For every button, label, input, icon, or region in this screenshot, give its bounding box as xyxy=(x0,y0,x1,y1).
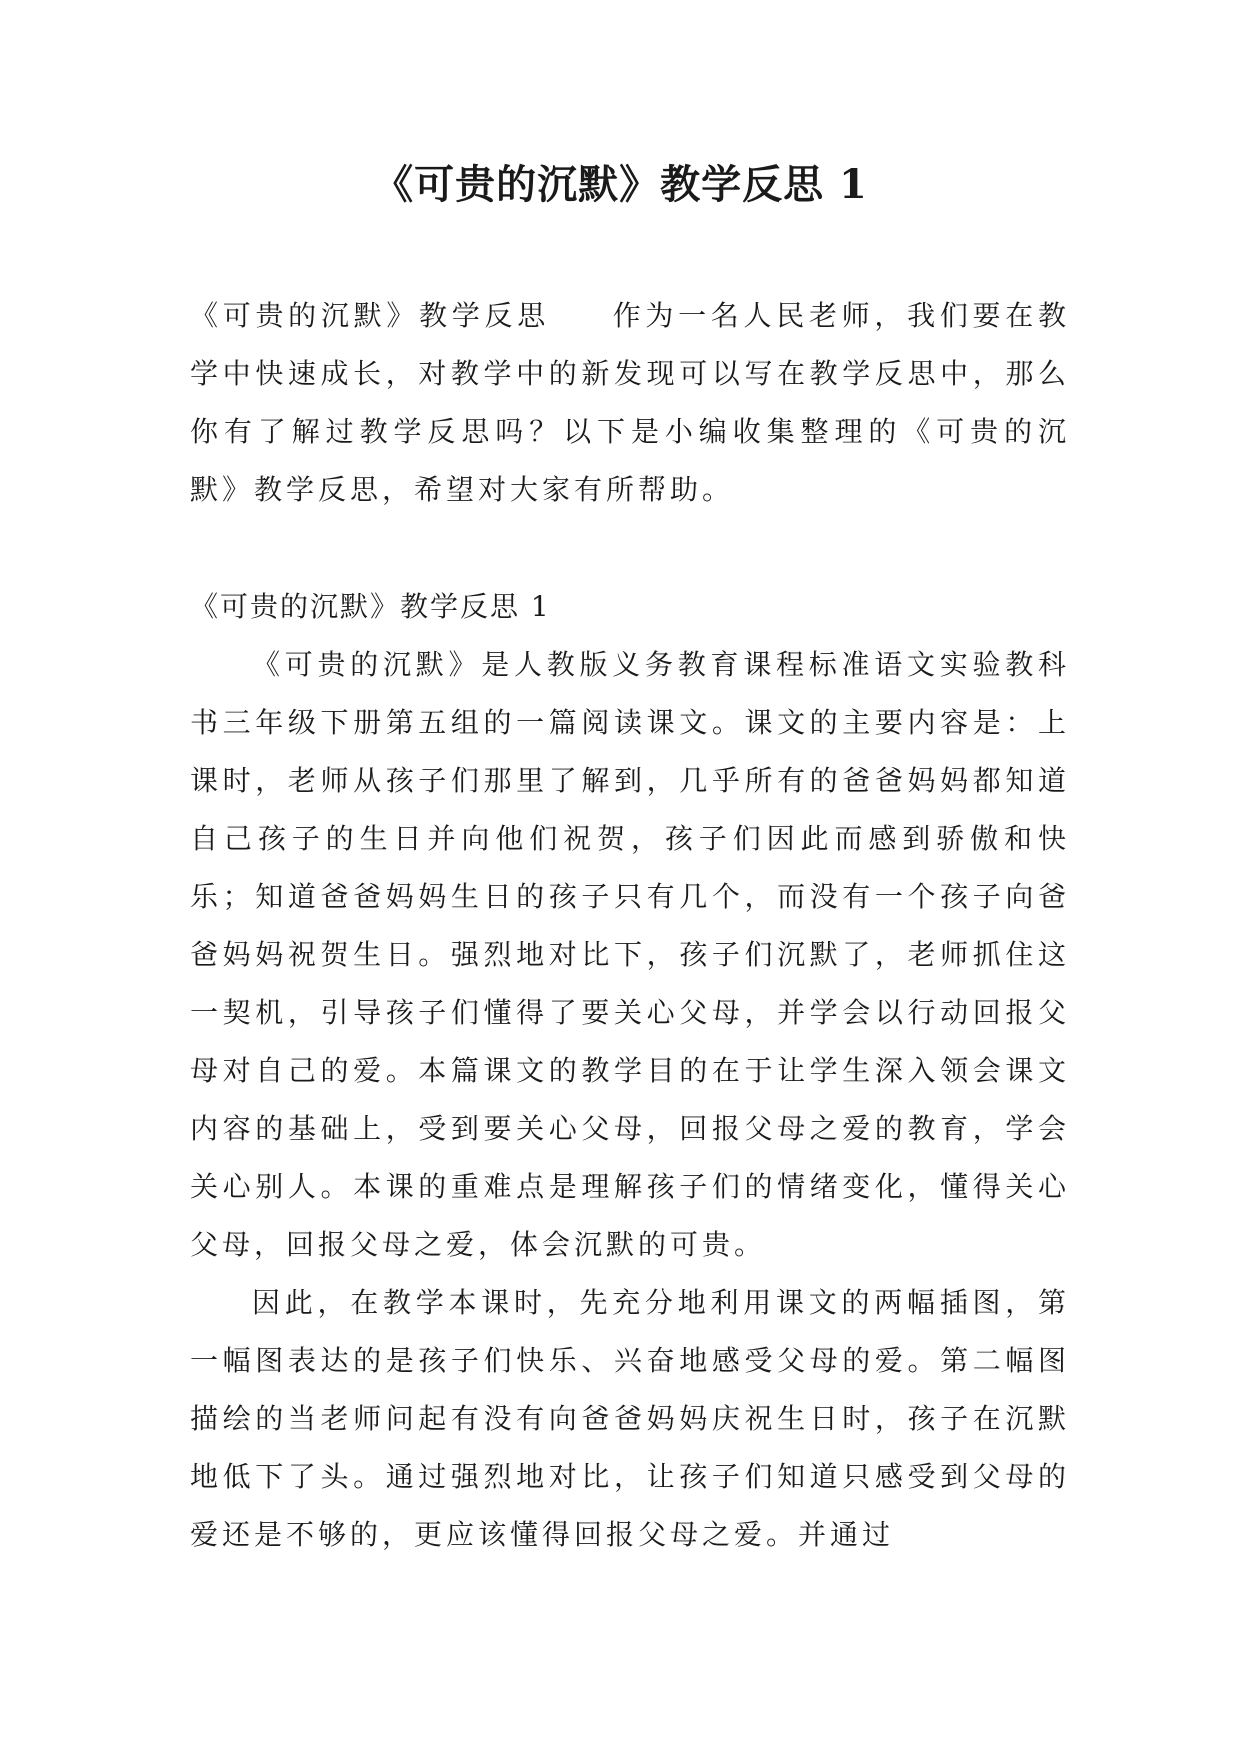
section-heading: 《可贵的沉默》教学反思 1 xyxy=(190,590,551,623)
intro-text: 作为一名人民老师，我们要在教学中快速成长，对教学中的新发现可以写在教学反思中，那么你有了解过教学反思吗？以下是小编收集整理的《可贵的沉默》教学反思，希望对大家有所帮助。 xyxy=(190,299,1070,506)
document-title: 《可贵的沉默》教学反思 1 xyxy=(373,161,868,208)
intro-paragraph xyxy=(190,287,1070,519)
body-paragraph-1: 《可贵的沉默》是人教版义务教育课程标准语文实验教科书三年级下册第五组的一篇阅读课文。课文的主要内容是：上课时，老师从孩子们那里了解到，几乎所有的爸爸妈妈都知道自己孩子的生日并向他们祝贺，孩子们因此而感到骄傲和快乐；知道爸爸妈妈生日的孩子只有几个，而没有一个孩子向爸爸妈妈祝贺生日。强烈地对比下，孩子们沉默了，老师抓住这一契机，引导孩子们懂得了要关心父母，并学会以行动回报父母对自己的爱。本篇课文的教学目的在于让学生深入领会课文内容的基础上，受到要关心父母，回报父母之爱的教育，学会关心别人。本课的重难点是理解孩子们的情绪变化，懂得关心父母，回报父母之爱，体会沉默的可贵。 xyxy=(190,648,1070,1261)
body-paragraph-2: 因此，在教学本课时，先充分地利用课文的两幅插图，第一幅图表达的是孩子们快乐、兴奋地感受父母的爱。第二幅图描绘的当老师问起有没有向爸爸妈妈庆祝生日时，孩子在沉默地低下了头。通过强烈地对比，让孩子们知道只感受到父母的爱还是不够的，更应该懂得回报父母之爱。并通过 xyxy=(190,1286,1070,1551)
intro-label: 《可贵的沉默》教学反思 xyxy=(190,299,550,332)
